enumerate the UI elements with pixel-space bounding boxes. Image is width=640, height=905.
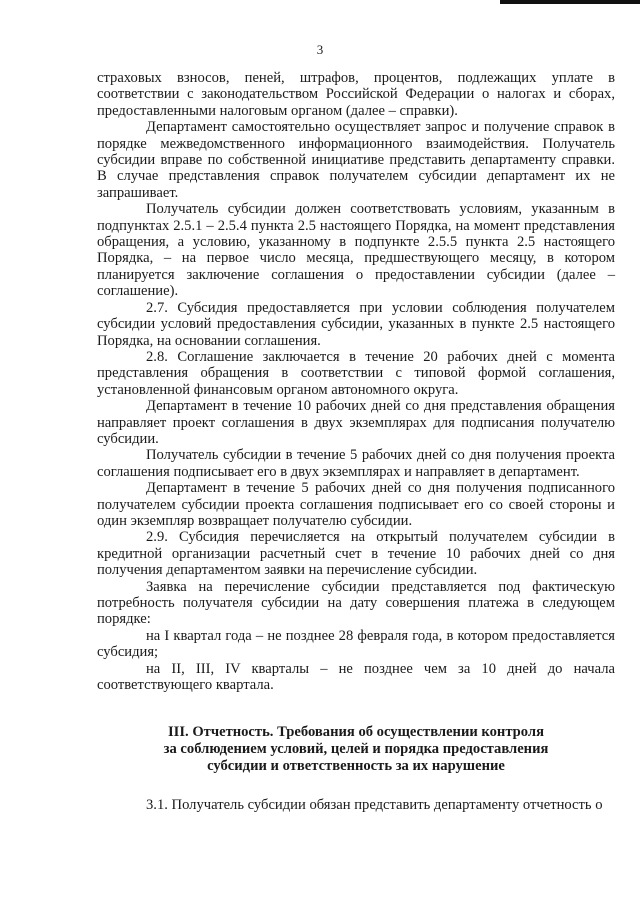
- paragraph: на II, III, IV кварталы – не позднее чем за 10 дней до начала соответствующего квартала.: [97, 660, 615, 694]
- corner-mark: [500, 0, 640, 4]
- paragraph-continuation: страховых взносов, пеней, штрафов, процентов, подлежащих уплате в соответствии с законодательством Российской Федерации о налогах и сборах, предоставленными налоговым органом (далее – справки).: [97, 70, 615, 119]
- document-body: [97, 70, 615, 814]
- paragraph: на I квартал года – не позднее 28 февраля года, в котором предоставляется субсидия;: [97, 627, 615, 661]
- paragraph-2-8: 2.8. Соглашение заключается в течение 20 рабочих дней с момента представления обращения в соответствии с типовой формой соглашения, установленной финансовым органом автономного округа.: [97, 348, 615, 398]
- section-heading-line: субсидии и ответственность за их нарушение: [207, 758, 505, 775]
- section-heading-line: III. Отчетность. Требования об осуществлении контроля: [168, 724, 544, 741]
- paragraph: Заявка на перечисление субсидии представляется под фактическую потребность получателя субсидии на дату совершения платежа в следующем порядке:: [97, 578, 615, 628]
- page-number: 3: [316, 42, 324, 57]
- paragraph-2-9: 2.9. Субсидия перечисляется на открытый получателем субсидии в кредитной организации расчетный счет в течение 10 рабочих дней со дня получения департаментом заявки на перечисление субсидии.: [97, 529, 615, 579]
- paragraph: Получатель субсидии должен соответствовать условиям, указанным в подпунктах 2.5.1 – 2.5.4 пункта 2.5 настоящего Порядка, на момент представления обращения, а условию, указанному в подпункте 2.5.5 пункта 2.5 настоящего Порядка, – на первое число месяца, предшествующего месяцу, в котором планируется заключение соглашения о предоставлении субсидии (далее – соглашение).: [97, 201, 615, 300]
- paragraph-2-7: 2.7. Субсидия предоставляется при условии соблюдения получателем субсидии условий предоставления субсидии, указанных в пункте 2.5 настоящего Порядка, на основании соглашения.: [97, 299, 615, 349]
- section-heading-line: за соблюдением условий, целей и порядка предоставления: [163, 741, 549, 758]
- paragraph: Департамент самостоятельно осуществляет запрос и получение справок в порядке межведомственного информационного взаимодействия. Получатель субсидии вправе по собственной инициативе представить департаменту справки. В случае представления справок получателем субсидии департамент их не запрашивает.: [97, 119, 615, 201]
- paragraph: Департамент в течение 10 рабочих дней со дня представления обращения направляет проект соглашения в двух экземплярах для подписания получателю субсидии.: [97, 398, 615, 447]
- section-heading: [97, 724, 615, 775]
- paragraph: Получатель субсидии в течение 5 рабочих дней со дня получения проекта соглашения подписывает его в двух экземплярах и направляет в департамент.: [97, 447, 615, 480]
- paragraph-3-1: 3.1. Получатель субсидии обязан представить департаменту отчетность о: [146, 797, 603, 814]
- paragraph: Департамент в течение 5 рабочих дней со дня получения подписанного получателем субсидии проекта соглашения подписывает его со своей стороны и один экземпляр возвращает получателю субсидии.: [97, 480, 615, 529]
